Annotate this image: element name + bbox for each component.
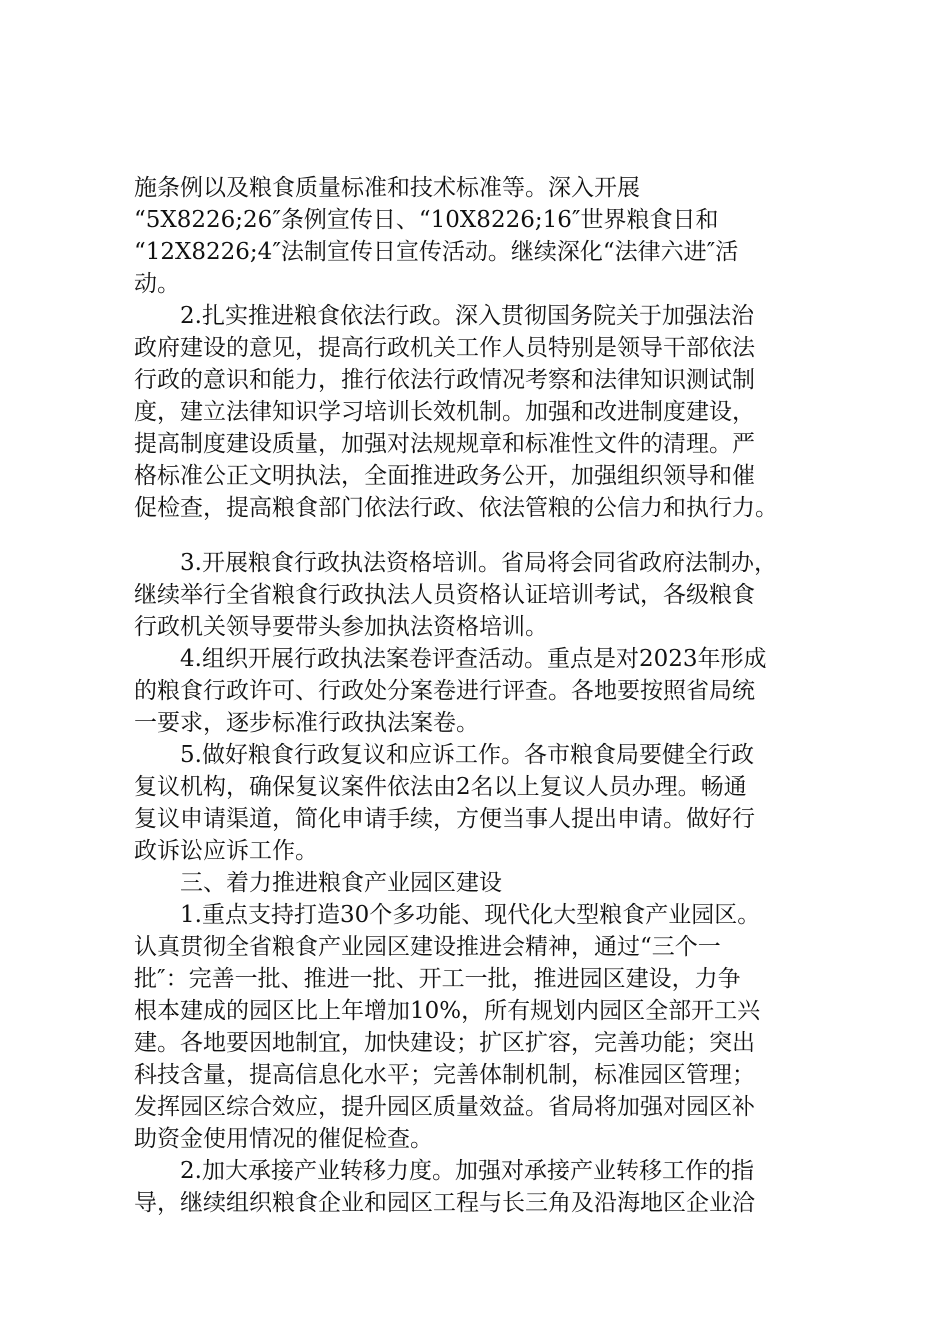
text-line: 政诉讼应诉工作。 (134, 838, 318, 864)
text-line: 继续举行全省粮食行政执法人员资格认证培训考试，各级粮食 (134, 582, 755, 608)
text-line: 提高制度建设质量，加强对法规规章和标准性文件的清理。严 (134, 431, 755, 457)
text-line: 格标准公正文明执法，全面推进政务公开，加强组织领导和催 (134, 463, 755, 489)
text-line: 助资金使用情况的催促检查。 (134, 1126, 433, 1152)
text-line: 3.开展粮食行政执法资格培训。省局将会同省政府法制办， (180, 550, 777, 576)
text-line: 促检查，提高粮食部门依法行政、依法管粮的公信力和执行力。 (134, 495, 778, 521)
text-line: 导，继续组织粮食企业和园区工程与长三角及沿海地区企业洽 (134, 1190, 755, 1216)
text-line: 的粮食行政许可、行政处分案卷进行评查。各地要按照省局统 (134, 678, 755, 704)
text-line: 建。各地要因地制宜，加快建设；扩区扩容，完善功能；突出 (134, 1030, 755, 1056)
text-line: “12X8226;4″法制宣传日宣传活动。继续深化“法律六进″活 (134, 239, 739, 265)
text-line: 一要求，逐步标准行政执法案卷。 (134, 710, 479, 736)
text-line: 2.扎实推进粮食依法行政。深入贯彻国务院关于加强法治 (180, 303, 754, 329)
text-line: 认真贯彻全省粮食产业园区建设推进会精神，通过“三个一 (134, 934, 721, 960)
text-line: 施条例以及粮食质量标准和技术标准等。深入开展 (134, 175, 640, 201)
text-line: 发挥园区综合效应，提升园区质量效益。省局将加强对园区补 (134, 1094, 755, 1120)
text-line: 4.组织开展行政执法案卷评查活动。重点是对2023年形成 (180, 646, 767, 672)
text-line: 根本建成的园区比上年增加10%，所有规划内园区全部开工兴 (134, 998, 761, 1024)
text-line: 动。 (134, 271, 180, 297)
text-line: 5.做好粮食行政复议和应诉工作。各市粮食局要健全行政 (180, 742, 754, 768)
text-line: 复议机构，确保复议案件依法由2名以上复议人员办理。畅通 (134, 774, 747, 800)
text-line: 复议申请渠道，简化申请手续，方便当事人提出申请。做好行 (134, 806, 755, 832)
text-line: 2.加大承接产业转移力度。加强对承接产业转移工作的指 (180, 1158, 754, 1184)
text-line: 批″：完善一批、推进一批、开工一批，推进园区建设，力争 (134, 966, 741, 992)
text-line: 度，建立法律知识学习培训长效机制。加强和改进制度建设， (134, 399, 755, 425)
text-line: 科技含量，提高信息化水平；完善体制机制，标准园区管理； (134, 1062, 755, 1088)
text-line: 政府建设的意见，提高行政机关工作人员特别是领导干部依法 (134, 335, 755, 361)
text-line: 1.重点支持打造30个多功能、现代化大型粮食产业园区。 (180, 902, 761, 928)
section-heading: 三、着力推进粮食产业园区建设 (180, 870, 502, 896)
text-line: “5X8226;26″条例宣传日、“10X8226;16″世界粮食日和 (134, 207, 719, 233)
text-line: 行政机关领导要带头参加执法资格培训。 (134, 614, 548, 640)
text-line: 行政的意识和能力，推行依法行政情况考察和法律知识测试制 (134, 367, 755, 393)
